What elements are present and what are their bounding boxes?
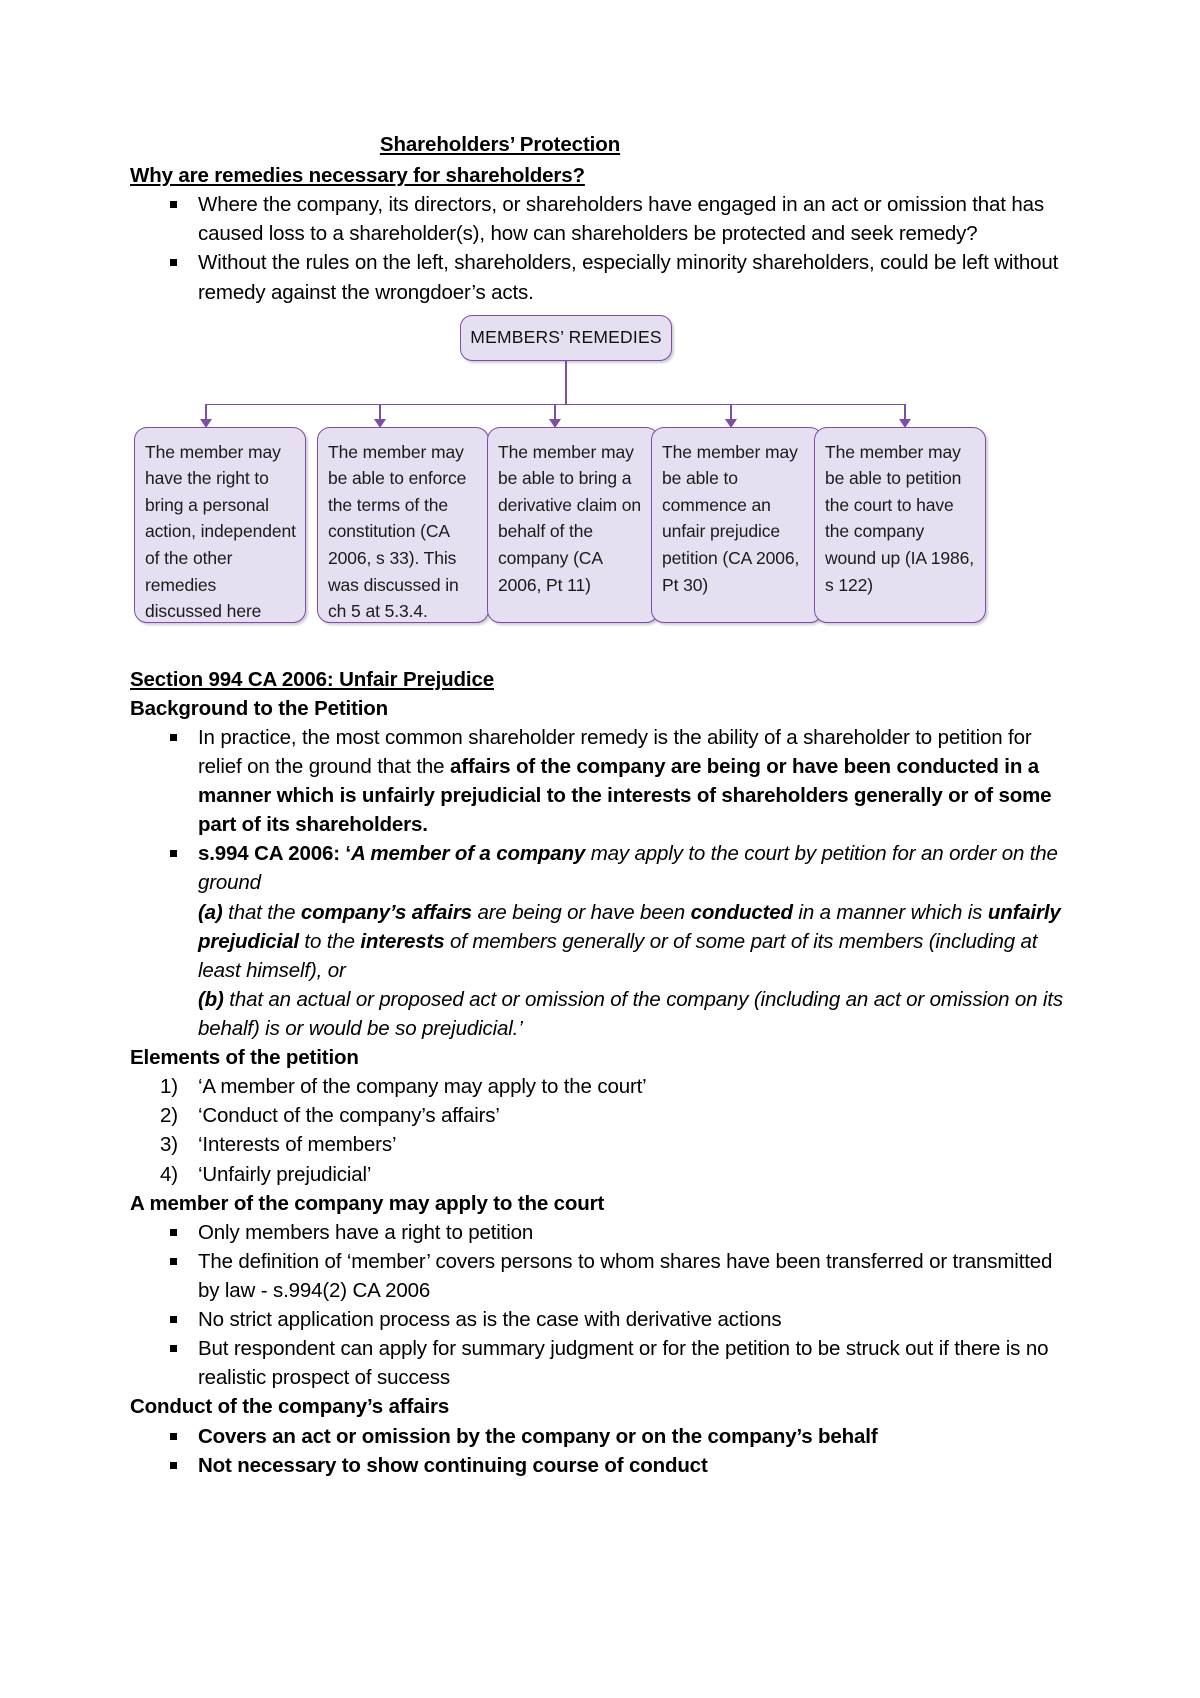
diagram-node-label: The member may be able to commence an unfair prejudice petition (CA 2006, Pt 30) [662,441,800,595]
diagram-root-label: MEMBERS’ REMEDIES [470,327,662,348]
bullet-lead-text: In practice, the most common shareholder remedy is the ability of a shareholder to petition for relief on the ground that the [198,725,1032,778]
statute-a-bold-2: conducted [690,900,793,924]
statute-a-bold-4: interests [360,929,445,953]
connector-root-stem [565,361,567,405]
heading-elements-petition: Elements of the petition [130,1046,359,1070]
page-title: Shareholders’ Protection [379,133,621,156]
statute-label: s.994 CA 2006 [198,842,334,866]
list-item: Covers an act or omission by the company or on the company’s behalf [130,1422,1070,1451]
list-item: Not necessary to show continuing course of conduct [130,1451,1070,1480]
elements-numbered-list [130,1072,1070,1188]
statute-b-marker: (b) [198,987,224,1011]
statute-a-text-5: of members generally or of some part of its members (including at least himself), or [198,929,1038,982]
statute-a-marker: (a) [198,900,223,924]
members-remedies-diagram [130,313,1070,643]
diagram-node-enforce-constitution [317,427,489,623]
statute-subsection-b [198,985,1070,1043]
diagram-node-unfair-prejudice [651,427,823,623]
statute-b-text: that an actual or proposed act or omission of the company (including an act or omission on its behalf) is or would be so prejudicial.’ [198,987,1063,1040]
statute-a-bold-1: company’s affairs [300,900,472,924]
diagram-node-derivative-claim [487,427,659,623]
statute-a-text-2: are being or have been [471,900,691,924]
section-4-bullet-list [130,1218,1070,1393]
list-item: Without the rules on the left, shareholders, especially minority shareholders, could be left without remedy against the wrongdoer’s acts. [130,248,1070,306]
section-1-bullet-list [130,190,1070,306]
diagram-node-personal-action [134,427,306,623]
list-item-statute-quote [130,839,1070,1043]
statute-subsection-a [198,898,1070,985]
heading-section-994: Section 994 CA 2006: Unfair Prejudice [130,667,494,691]
list-item: ‘Interests of members’ [198,1133,397,1157]
diagram-node-label: The member may be able to bring a derivative claim on behalf of the company (CA 2006, Pt 11) [498,441,642,595]
heading-member-apply-court: A member of the company may apply to the court [130,1191,605,1215]
heading-background-petition: Background to the Petition [130,696,389,720]
bullet-bold-text: affairs of the company are being or have been conducted in a manner which is unfairly prejudicial to the interests of shareholders generally or of some part of its shareholders. [198,754,1052,837]
list-item: But respondent can apply for summary judgment or for the petition to be struck out if there is no realistic prospect of success [130,1334,1070,1392]
section-2-bullet-list [130,723,1070,1043]
diagram-node-winding-up [814,427,986,623]
statute-quote-line-1: may apply to the court by petition for an order on the ground [198,842,1058,895]
statute-a-text-3: in a manner which is [792,900,988,924]
list-item: ‘A member of the company may apply to the court’ [198,1075,647,1099]
statute-a-bold-3: unfairly prejudicial [198,900,1061,953]
list-item [130,723,1070,839]
list-item: Where the company, its directors, or shareholders have engaged in an act or omission that has caused loss to a shareholder(s), how can shareholders be protected and seek remedy? [130,190,1070,248]
statute-a-text-4: to the [298,929,361,953]
list-item: ‘Unfairly prejudicial’ [198,1162,372,1186]
statute-quote-bold-open: A member of a company [350,842,586,866]
diagram-root-node [460,315,672,361]
diagram-node-label: The member may be able to enforce the terms of the constitution (CA 2006, s 33). This was discussed in ch 5 at 5.3.4. [328,441,467,622]
statute-separator: : ‘ [333,842,351,866]
statute-a-text-1: that the [222,900,301,924]
heading-why-remedies: Why are remedies necessary for shareholders? [130,164,585,188]
list-item: The definition of ‘member’ covers persons to whom shares have been transferred or transmitted by law - s.994(2) CA 2006 [130,1247,1070,1305]
list-item: Only members have a right to petition [130,1218,1070,1247]
diagram-node-label: The member may have the right to bring a personal action, independent of the other remedies discussed here [145,441,296,622]
heading-conduct-company-affairs: Conduct of the company’s affairs [130,1395,450,1419]
section-5-bullet-list [130,1422,1070,1480]
list-item: ‘Conduct of the company’s affairs’ [198,1104,500,1128]
list-item: No strict application process as is the case with derivative actions [130,1305,1070,1334]
diagram-node-label: The member may be able to petition the court to have the company wound up (IA 1986, s 122) [825,441,975,595]
